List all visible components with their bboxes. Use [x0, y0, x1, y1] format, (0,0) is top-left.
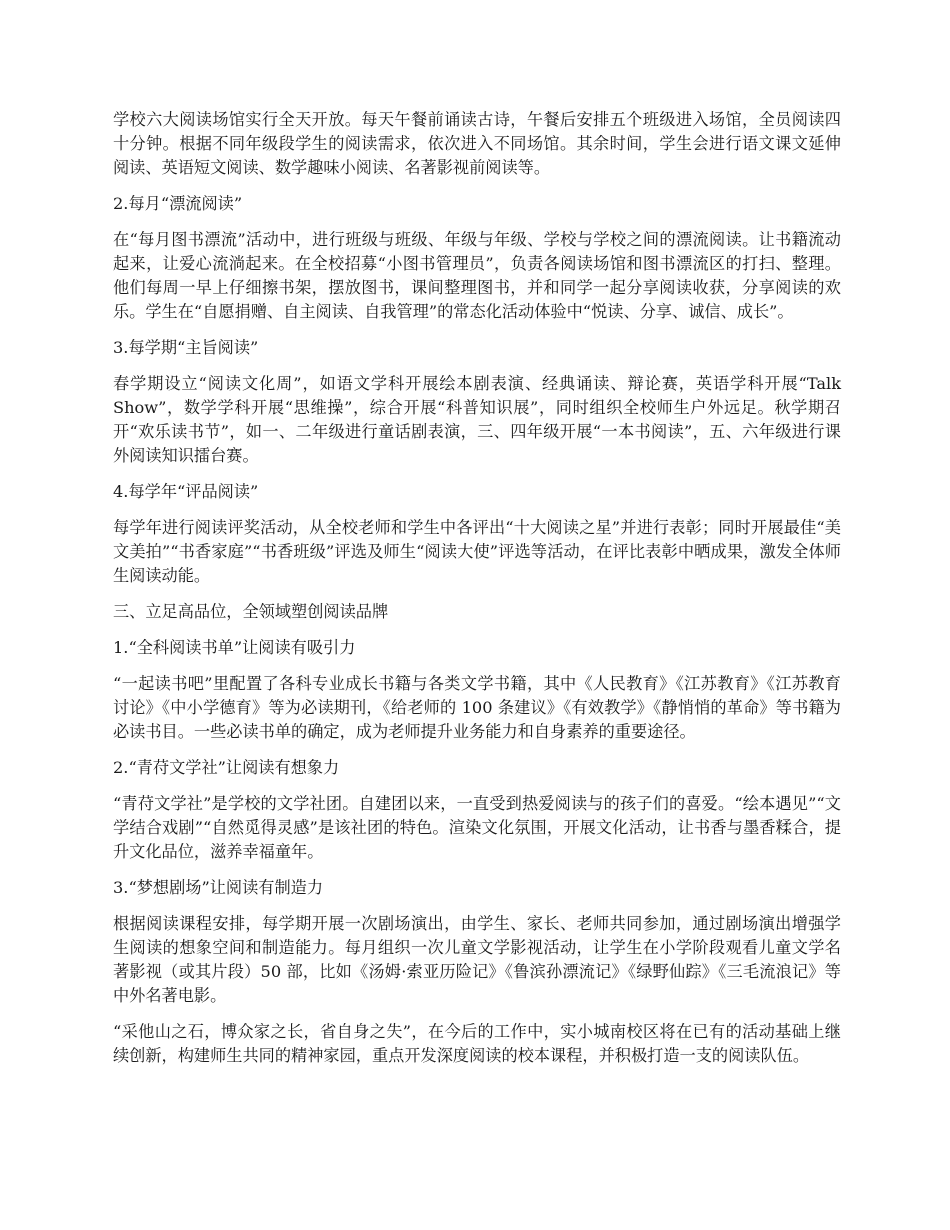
heading-section-three: 三、立足高品位，全领域塑创阅读品牌 [113, 602, 389, 621]
heading-literature-club: 2.“青苻文学社”让阅读有想象力 [113, 758, 340, 777]
paragraph-reading-venues: 学校六大阅读场馆实行全天开放。每天午餐前诵读古诗，午餐后安排五个班级进入场馆，全员阅读四十分钟。根据不同年级段学生的阅读需求，依次进入不同场馆。其余时间，学生会进行语文课文延伸阅读、英语短文阅读、数学趣味小阅读、名著影视前阅读等。 [113, 110, 841, 177]
heading-dream-theater: 3.“梦想剧场”让阅读有制造力 [113, 878, 324, 897]
paragraph-literature-club: “青苻文学社”是学校的文学社团。自建团以来，一直受到热爱阅读与的孩子们的喜爱。“绘本遇见”“文学结合戏剧”“自然觅得灵感”是该社团的特色。渲染文化氛围，开展文化活动，让书香与墨香糅合，提升文化品位，滋养幸福童年。 [113, 794, 841, 861]
paragraph-reading-culture-week: 春学期设立“阅读文化周”，如语文学科开展绘本剧表演、经典诵读、辩论赛，英语学科开展“Talk Show”，数学学科开展“思维操”，综合开展“科普知识展”，同时组织全校师生户外远足。秋学期召开“欢乐读书节”，如一、二年级进行童话剧表演，三、四年级开展“一本书阅读”，五、六年级进行课外阅读知识擂台赛。 [113, 374, 841, 465]
heading-semester-theme-reading: 3.每学期“主旨阅读” [113, 338, 259, 357]
paragraph-conclusion: “采他山之石，博众家之长，省自身之失”，在今后的工作中，实小城南校区将在已有的活动基础上继续创新，构建师生共同的精神家园，重点开发深度阅读的校本课程，并积极打造一支的阅读队伍。 [113, 1022, 841, 1065]
heading-yearly-review-reading: 4.每学年“评品阅读” [113, 482, 259, 501]
document-page [113, 108, 841, 1080]
paragraph-dream-theater: 根据阅读课程安排，每学期开展一次剧场演出，由学生、家长、老师共同参加，通过剧场演出增强学生阅读的想象空间和制造能力。每月组织一次儿童文学影视活动，让学生在小学阶段观看儿童文学名著影视（或其片段）50 部，比如《汤姆·索亚历险记》《鲁滨孙漂流记》《绿野仙踪》《三毛流浪记》等中外名著电影。 [113, 914, 841, 1005]
heading-monthly-drift-reading: 2.每月“漂流阅读” [113, 194, 243, 213]
paragraph-reading-awards: 每学年进行阅读评奖活动，从全校老师和学生中各评出“十大阅读之星”并进行表彰；同时开展最佳“美文美拍”“书香家庭”“书香班级”评选及师生“阅读大使”评选等活动，在评比表彰中晒成果，激发全体师生阅读动能。 [113, 518, 841, 585]
paragraph-book-drift: 在“每月图书漂流”活动中，进行班级与班级、年级与年级、学校与学校之间的漂流阅读。让书籍流动起来，让爱心流淌起来。在全校招募“小图书管理员”，负责各阅读场馆和图书漂流区的打扫、整理。他们每周一早上仔细擦书架，摆放图书，课间整理图书，并和同学一起分享阅读收获，分享阅读的欢乐。学生在“自愿捐赠、自主阅读、自我管理”的常态化活动体验中“悦读、分享、诚信、成长”。 [113, 230, 841, 321]
heading-booklist: 1.“全科阅读书单”让阅读有吸引力 [113, 638, 356, 657]
paragraph-booklist: “一起读书吧”里配置了各科专业成长书籍与各类文学书籍，其中《人民教育》《江苏教育》《江苏教育讨论》《中小学德育》等为必读期刊，《给老师的 100 条建议》《有效教学》《静悄悄的革命》等书籍为必读书目。一些必读书单的确定，成为老师提升业务能力和自身素养的重要途径。 [113, 674, 841, 741]
